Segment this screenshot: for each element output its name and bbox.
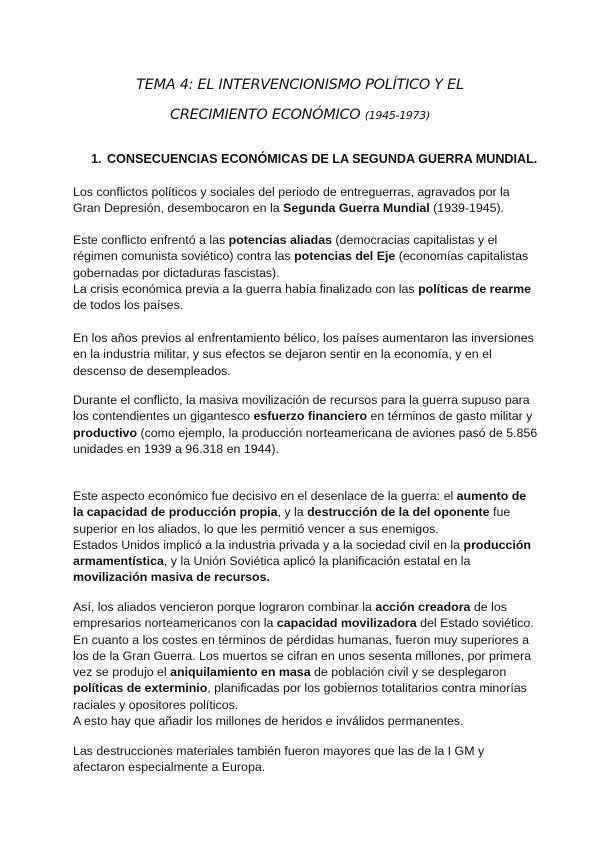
text-line: Durante el conflicto, la masiva movilización de recursos para la guerra supuso para [73,393,530,407]
text-line: de todos los países. [73,298,184,313]
bold-term: armamentística [73,554,164,569]
paragraph-7 [73,743,535,776]
text-line: gobernadas por dictaduras fascistas). [73,265,280,280]
bold-term: aniquilamiento en masa [170,665,311,680]
title-text: TEMA 4: EL INTERVENCIONISMO POLÍTICO Y EL [136,77,464,93]
text-line: unidades en 1939 a 96.318 en 1944). [73,441,280,456]
text-line: armamentística, y la Unión Soviética aplicó la planificación estatal en la [73,554,471,569]
text-line: En cuanto a los costes en términos de pérdidas humanas, fueron muy superiores a [73,632,529,647]
title-line-1 [60,77,540,93]
bold-term: producción [463,537,531,552]
section-number: 1. [91,152,102,166]
text-line: los de la Gran Guerra. Los muertos se cifran en unos sesenta millones, por primera [73,648,531,663]
bold-term: destrucción de la del oponente [307,505,490,520]
paragraph-6 [73,599,535,729]
bold-term: políticas de exterminio [73,681,208,696]
text-line: descenso de desempleados. [73,363,231,378]
bold-term: la capacidad de producción propia [73,505,278,520]
text-line: Estados Unidos implicó a la industria privada y a la sociedad civil en la producción [73,537,531,552]
text-line: superior en los aliados, lo que les permitió vencer a sus enemigos. [73,521,439,536]
text-line: Este conflicto enfrentó a las potencias aliadas (democracias capitalistas y el [73,233,498,247]
text-line: políticas de exterminio, planificadas por los gobiernos totalitarios contra minorías [73,681,527,696]
title-text-2: CRECIMIENTO ECONÓMICO [170,107,361,123]
paragraph-3 [73,330,535,379]
text-line: Gran Depresión, desembocaron en la Segunda Guerra Mundial (1939-1945). [73,201,505,216]
text-line: raciales y opositores políticos. [73,697,239,712]
bold-term: acción creadora [375,600,471,614]
text-line: empresarios norteamericanos con la capacidad movilizadora del Estado soviético. [73,616,534,631]
bold-term: Segunda Guerra Mundial [283,201,430,216]
text-line: los contendientes un gigantesco esfuerzo financiero en términos de gasto militar y [73,409,533,424]
bold-term: productivo [73,425,138,440]
text-line: Así, los aliados vencieron porque lograron combinar la acción creadora de los [73,600,507,614]
paragraph-2 [73,232,535,313]
bold-term: movilización masiva de recursos. [73,570,270,585]
text-line: productivo (como ejemplo, la producción norteamericana de aviones pasó de 5.856 [73,425,538,440]
paragraph-1 [73,184,535,217]
bold-term: esfuerzo financiero [253,409,368,424]
text-line: Los conflictos políticos y sociales del periodo de entreguerras, agravados por la [73,185,510,199]
text-line: En los años previos al enfrentamiento bélico, los países aumentaron las inversiones [73,331,534,345]
bold-term: aumento de [456,489,527,503]
bold-term: potencias del Eje [294,249,396,264]
text-line: la capacidad de producción propia, y la destrucción de la del oponente fue [73,505,511,520]
section-heading-text: CONSECUENCIAS ECONÓMICAS DE LA SEGUNDA GUERRA MUNDIAL. [107,152,538,166]
text-line: régimen comunista soviético) contra las potencias del Eje (economías capitalistas [73,249,529,264]
bold-term: capacidad movilizadora [276,616,417,631]
paragraph-4 [73,392,538,457]
text-line: afectaron especialmente a Europa. [73,760,266,775]
bold-term: potencias aliadas [228,233,332,247]
text-line: La crisis económica previa a la guerra había finalizado con las políticas de rearme [73,281,532,296]
text-line: en la industria militar, y sus efectos se dejaron sentir en la economía, y en el [73,347,492,362]
bold-term: políticas de rearme [418,281,532,296]
title-line-2 [60,107,540,123]
text-line [73,569,535,585]
text-line: Este aspecto económico fue decisivo en el desenlace de la guerra: el aumento de [73,489,527,503]
section-heading [91,152,537,166]
text-line: Las destrucciones materiales también fueron mayores que las de la I GM y [73,744,485,758]
text-line: A esto hay que añadir los millones de heridos e inválidos permanentes. [73,714,464,729]
paragraph-5 [73,488,535,586]
title-years: (1945-1973) [364,109,430,122]
text-line: vez se produjo el aniquilamiento en masa de población civil y se desplegaron [73,665,507,680]
